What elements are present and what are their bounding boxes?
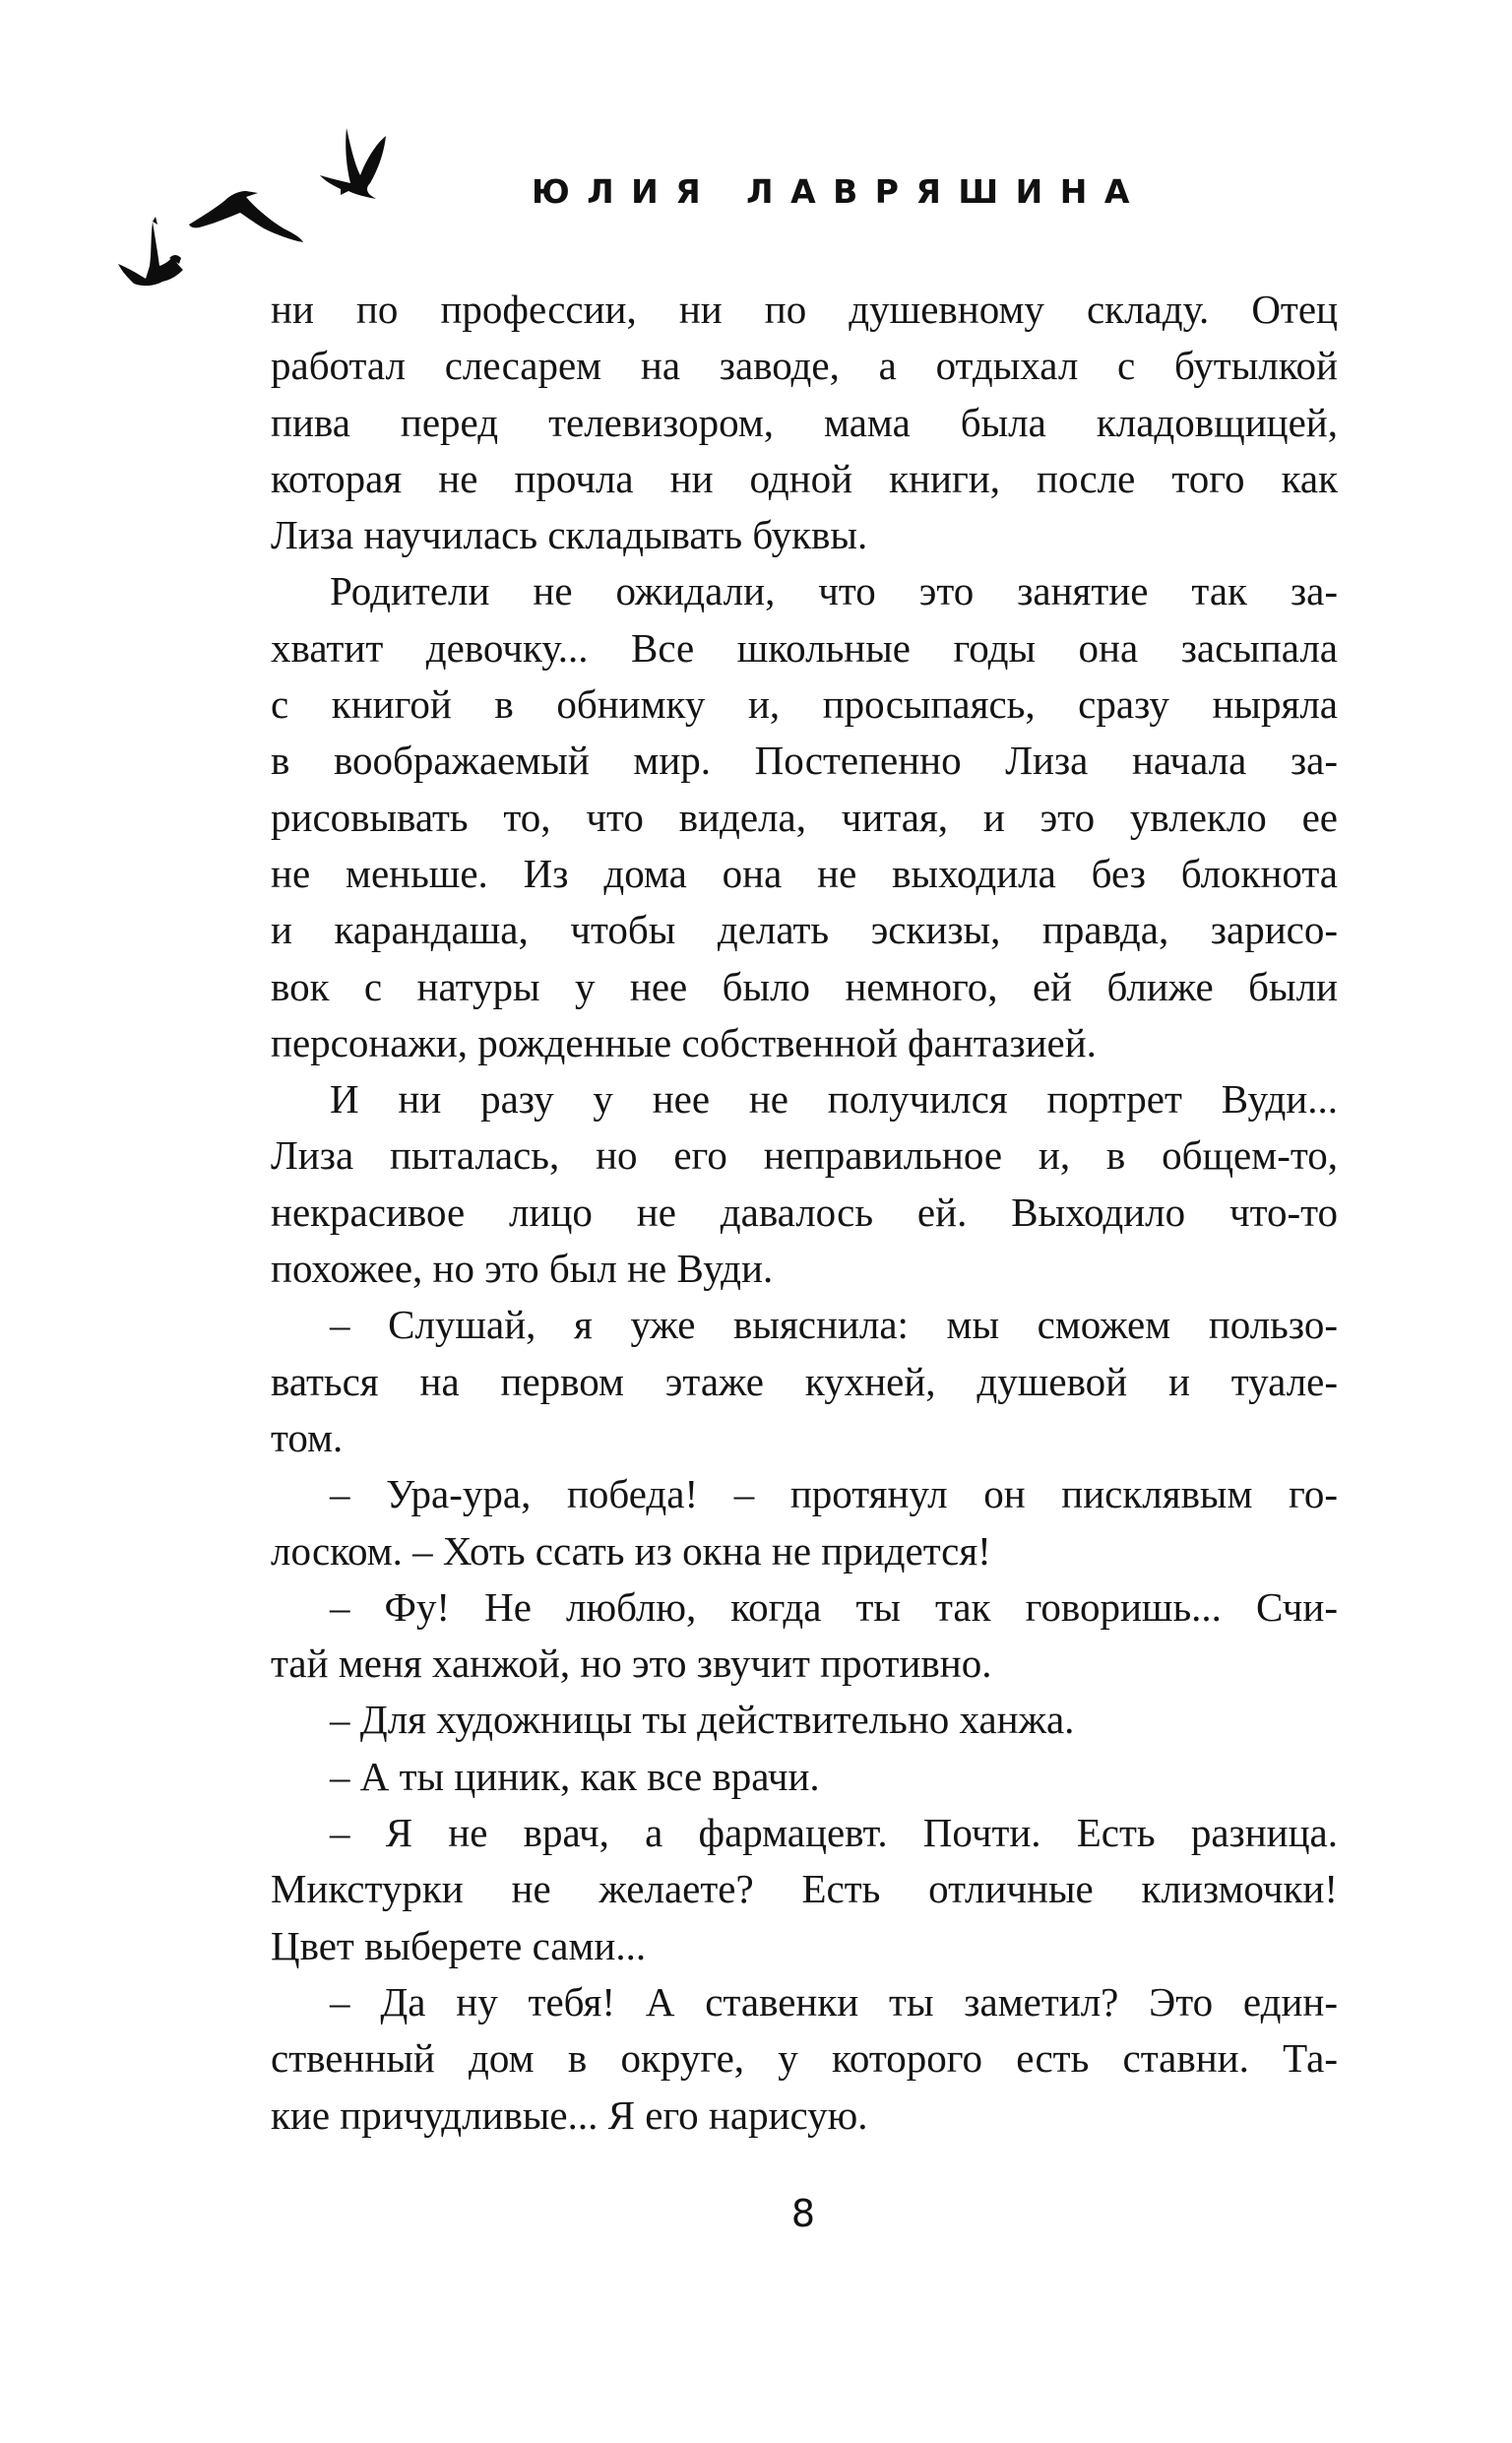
text-line: ни по профессии, ни по душевному складу. Отец: [271, 287, 1338, 332]
paragraph: [271, 1749, 1338, 1805]
paragraph: [271, 563, 1338, 1071]
paragraph: [271, 1974, 1338, 2144]
text-line: – Фу! Не люблю, когда ты так говоришь... Счи-: [330, 1583, 1338, 1630]
paragraph: [271, 1692, 1338, 1748]
text-line: не меньше. Из дома она не выходила без блокнота: [271, 850, 1338, 896]
text-line: – Для художницы ты действительно ханжа.: [330, 1697, 1075, 1743]
text-line: – Слушай, я уже выяснила: мы сможем пользо-: [330, 1302, 1338, 1348]
paragraph: [271, 1579, 1338, 1693]
paragraph: [271, 1805, 1338, 1974]
text-line: пива перед телевизором, мама была кладовщицей,: [271, 399, 1338, 445]
text-line: хватит девочку... Все школьные годы она засыпала: [271, 624, 1338, 671]
text-line: лоском. – Хоть ссать из окна не придется!: [271, 1527, 991, 1574]
text-line: – Ура-ура, победа! – протянул он писклявым го-: [330, 1471, 1338, 1517]
bird-middle-icon: [189, 191, 303, 242]
flying-birds-ornament-icon: [108, 118, 413, 305]
text-line: Родители не ожидали, что это занятие так за-: [330, 568, 1338, 614]
text-line: Цвет выберете сами...: [271, 1922, 647, 1968]
text-line: Лиза пыталась, но его неправильное и, в общем-то,: [271, 1132, 1338, 1179]
bird-right-icon: [320, 128, 386, 199]
text-line: И ни разу у нее не получился портрет Вуди...: [330, 1076, 1338, 1123]
bird-left-icon: [118, 217, 183, 286]
paragraph: [271, 282, 1338, 563]
text-line: с книгой в обнимку и, просыпаясь, сразу ныряла: [271, 681, 1338, 728]
text-line: Микстурки не желаете? Есть отличные клизмочки!: [271, 1866, 1338, 1912]
text-line: – А ты циник, как все врачи.: [330, 1753, 820, 1799]
body-text: [271, 282, 1338, 2144]
paragraph: [271, 1466, 1338, 1579]
text-line: – Я не врач, а фармацевт. Почти. Есть разница.: [330, 1810, 1338, 1856]
paragraph: [271, 1297, 1338, 1466]
text-line: тай меня ханжой, но это звучит противно.: [271, 1640, 992, 1687]
text-line: ственный дом в округе, у которого есть ставни. Та-: [271, 2035, 1338, 2082]
text-line: и карандаша, чтобы делать эскизы, правда, зарисо-: [271, 907, 1338, 953]
text-line: работал слесарем на заводе, а отдыхал с бутылкой: [271, 343, 1338, 389]
text-line: похожее, но это был не Вуди.: [271, 1246, 774, 1292]
text-line: Лиза научилась складывать буквы.: [271, 512, 868, 558]
text-line: вок с натуры у нее было немного, ей ближе были: [271, 963, 1338, 1009]
text-line: – Да ну тебя! А ставенки ты заметил? Это един-: [330, 1978, 1338, 2025]
text-line: персонажи, рожденные собственной фантазией.: [271, 1019, 1097, 1065]
text-line: некрасивое лицо не давалось ей. Выходило что-то: [271, 1189, 1338, 1235]
text-line: том.: [271, 1414, 344, 1460]
page-number: 8: [790, 2192, 816, 2235]
text-line: рисовывать то, что видела, читая, и это увлекло ее: [271, 794, 1338, 840]
text-line: ваться на первом этаже кухней, душевой и туале-: [271, 1358, 1338, 1404]
running-head-author-name: ЮЛИЯ ЛАВРЯШИНА: [532, 172, 1147, 211]
text-line: которая не прочла ни одной книги, после того как: [271, 455, 1338, 501]
paragraph: [271, 1071, 1338, 1297]
text-line: кие причудливые... Я его нарисую.: [271, 2091, 868, 2138]
text-line: в воображаемый мир. Постепенно Лиза начала за-: [271, 738, 1338, 784]
